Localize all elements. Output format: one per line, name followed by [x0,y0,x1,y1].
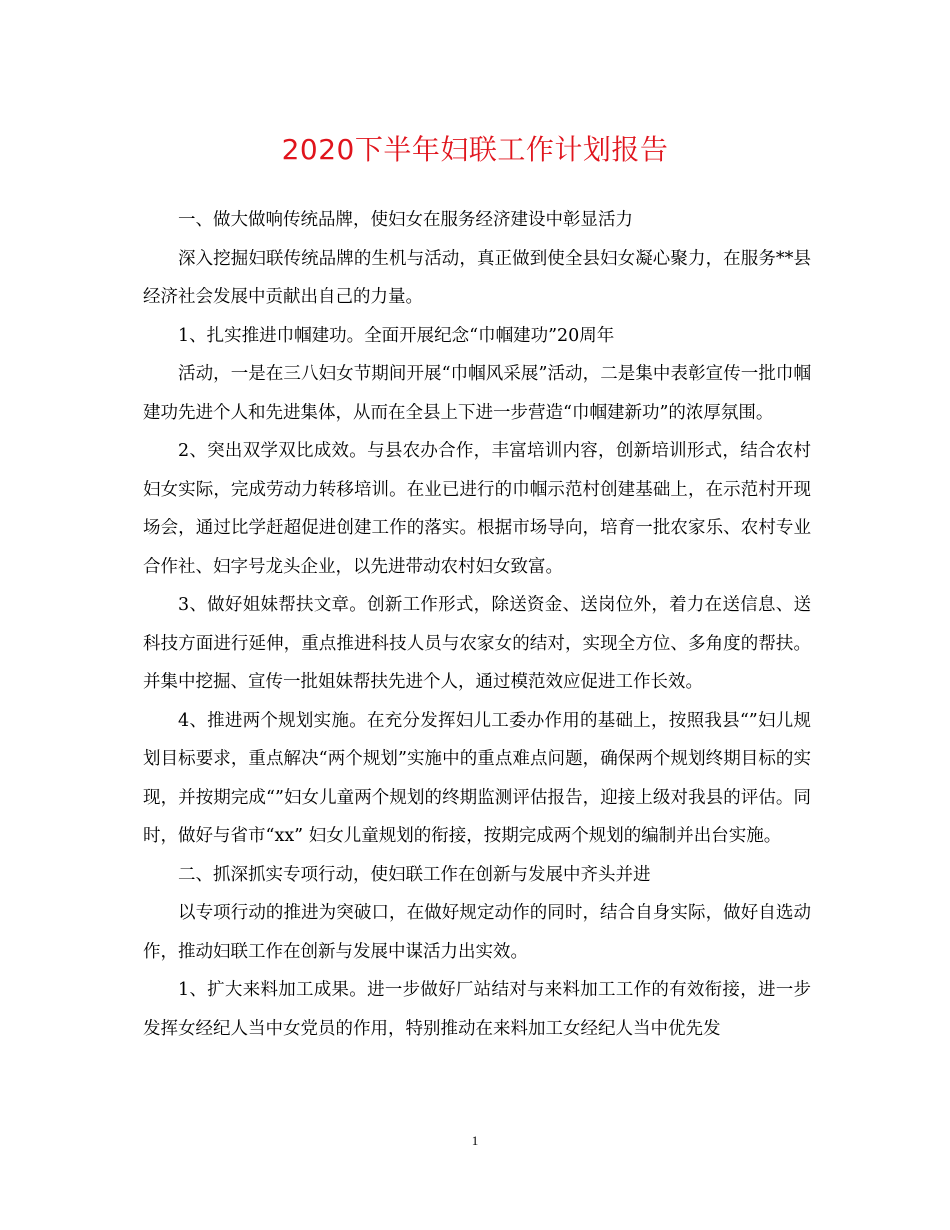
section-heading-2: 二、抓深抓实专项行动，使妇联工作在创新与发展中齐头并进 [178,864,651,885]
item-heading-1: 1、扎实推进巾帼建功。全面开展纪念“巾帼建功”20周年 [178,325,615,346]
paragraph: 2、突出双学双比成效。与县农办合作，丰富培训内容，创新培训形式，结合农村妇女实际，完成劳动力转移培训。在业已进行的巾帼示范村创建基础上，在示范村开现场会，通过比学赶超促进创建工作的落实。根据市场导向，培育一批农家乐、农村专业合作社、妇字号龙头企业，以先进带动农村妇女致富。 [143,441,811,577]
paragraph: 深入挖掘妇联传统品牌的生机与活动，真正做到使全县妇女凝心聚力，在服务**县经济社会发展中贡献出自己的力量。 [143,248,811,307]
paragraph: 1、扩大来料加工成果。进一步做好厂站结对与来料加工工作的有效衔接，进一步发挥女经纪人当中女党员的作用，特别推动在来料加工女经纪人当中优先发 [143,980,811,1039]
section-heading-1: 一、做大做响传统品牌，使妇女在服务经济建设中彰显活力 [178,210,633,230]
paragraph: 4、推进两个规划实施。在充分发挥妇儿工委办作用的基础上，按照我县“”妇儿规划目标要求，重点解决“两个规划”实施中的重点难点问题，确保两个规划终期目标的实现，并按期完成“”妇女儿童两个规划的终期监测评估报告，迎接上级对我县的评估。同时，做好与省市“xx” 妇女儿童规划的衔接，按期完成两个规划的编制并出台实施。 [143,710,811,846]
paragraph: 活动，一是在三八妇女节期间开展“巾帼风采展”活动，二是集中表彰宣传一批巾帼建功先进个人和先进集体，从而在全县上下进一步营造“巾帼建新功”的浓厚氛围。 [143,364,811,423]
paragraph: 以专项行动的推进为突破口，在做好规定动作的同时，结合自身实际，做好自选动作，推动妇联工作在创新与发展中谋活力出实效。 [143,903,811,962]
page-number: 1 [471,1133,479,1148]
document-body [143,201,811,1048]
document-title: 2020下半年妇联工作计划报告 [281,133,669,166]
paragraph: 3、做好姐妹帮扶文章。创新工作形式，除送资金、送岗位外，着力在送信息、送科技方面进行延伸，重点推进科技人员与农家女的结对，实现全方位、多角度的帮扶。并集中挖掘、宣传一批姐妹帮扶先进个人，通过模范效应促进工作长效。 [143,595,811,692]
